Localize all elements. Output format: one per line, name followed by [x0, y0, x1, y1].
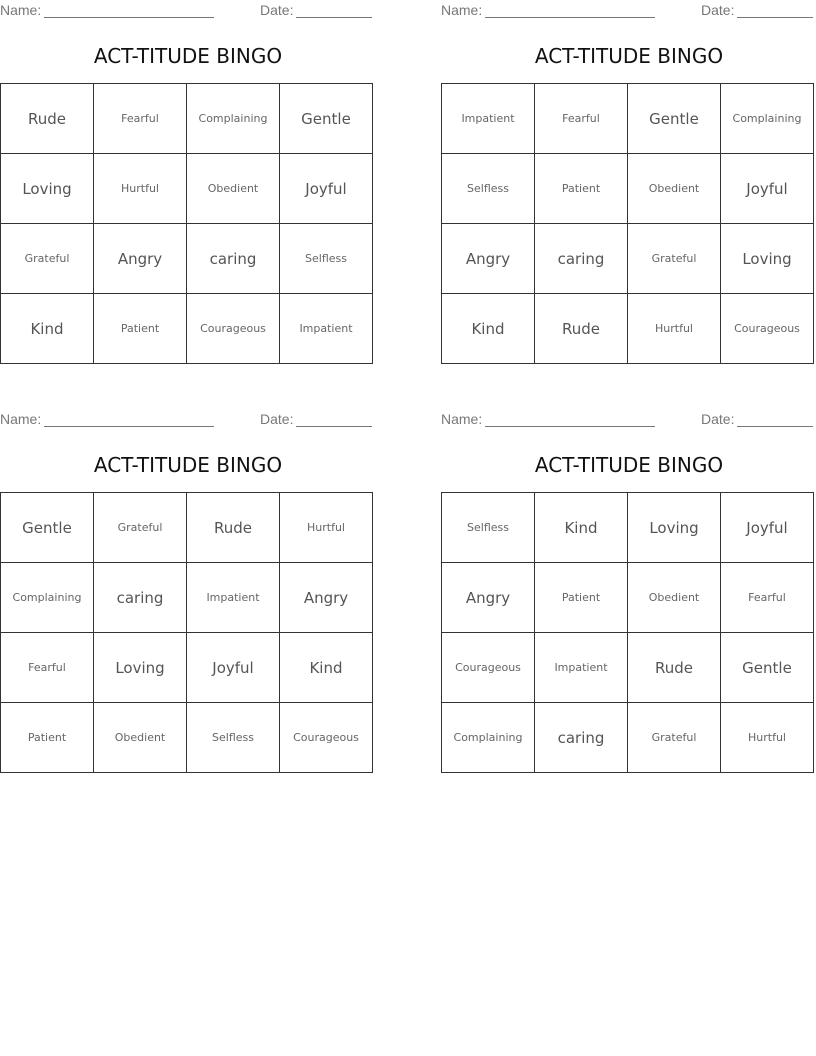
- name-label: Name:: [441, 411, 483, 427]
- bingo-cell: Rude: [187, 493, 280, 563]
- bingo-cell: Joyful: [721, 154, 814, 224]
- bingo-cell: Joyful: [187, 633, 280, 703]
- bingo-cell: Hurtful: [280, 493, 373, 563]
- bingo-cell: Selfless: [187, 703, 280, 773]
- date-label: Date:: [701, 411, 735, 427]
- bingo-cell: Joyful: [280, 154, 373, 224]
- name-label: Name:: [0, 2, 42, 18]
- bingo-cell: Patient: [535, 563, 628, 633]
- bingo-cell: Loving: [721, 224, 814, 294]
- bingo-cell: Loving: [94, 633, 187, 703]
- card-title: ACT-TITUDE BINGO: [534, 44, 724, 68]
- bingo-cell: Complaining: [1, 563, 94, 633]
- bingo-cell: Obedient: [628, 563, 721, 633]
- bingo-cell: Impatient: [442, 84, 535, 154]
- bingo-cell: Gentle: [1, 493, 94, 563]
- bingo-cell: Impatient: [535, 633, 628, 703]
- bingo-cell: Rude: [1, 84, 94, 154]
- bingo-card-2: [441, 0, 816, 338]
- bingo-cell: Grateful: [628, 224, 721, 294]
- card-title: ACT-TITUDE BINGO: [93, 453, 283, 477]
- bingo-cell: Patient: [94, 294, 187, 364]
- bingo-cell: Hurtful: [721, 703, 814, 773]
- bingo-grid: [0, 492, 373, 773]
- bingo-cell: Courageous: [280, 703, 373, 773]
- bingo-cell: Complaining: [442, 703, 535, 773]
- date-line: [737, 4, 813, 18]
- bingo-grid: [0, 83, 373, 364]
- name-date-row: [441, 409, 816, 431]
- bingo-cell: Grateful: [94, 493, 187, 563]
- bingo-cell: Angry: [442, 563, 535, 633]
- date-line: [737, 413, 813, 427]
- name-date-row: [0, 409, 376, 431]
- name-label: Name:: [0, 411, 42, 427]
- bingo-cell: Complaining: [187, 84, 280, 154]
- name-line: [44, 4, 214, 18]
- bingo-cell: Kind: [280, 633, 373, 703]
- bingo-cell: Selfless: [442, 493, 535, 563]
- bingo-cell: Kind: [535, 493, 628, 563]
- bingo-cell: Gentle: [721, 633, 814, 703]
- bingo-cell: caring: [535, 703, 628, 773]
- bingo-card-3: [0, 409, 376, 744]
- bingo-cell: caring: [187, 224, 280, 294]
- name-line: [485, 413, 655, 427]
- bingo-cell: Gentle: [280, 84, 373, 154]
- bingo-cell: Fearful: [535, 84, 628, 154]
- bingo-cell: Fearful: [94, 84, 187, 154]
- bingo-cell: Fearful: [1, 633, 94, 703]
- bingo-cell: Selfless: [280, 224, 373, 294]
- bingo-cell: Complaining: [721, 84, 814, 154]
- date-label: Date:: [260, 2, 294, 18]
- bingo-cell: Patient: [1, 703, 94, 773]
- card-title: ACT-TITUDE BINGO: [93, 44, 283, 68]
- bingo-cell: Selfless: [442, 154, 535, 224]
- name-date-row: [441, 0, 816, 22]
- name-label: Name:: [441, 2, 483, 18]
- name-line: [44, 413, 214, 427]
- bingo-cell: Courageous: [442, 633, 535, 703]
- bingo-cell: Joyful: [721, 493, 814, 563]
- bingo-cell: Kind: [442, 294, 535, 364]
- bingo-cell: Kind: [1, 294, 94, 364]
- bingo-cell: Loving: [1, 154, 94, 224]
- bingo-cell: Grateful: [628, 703, 721, 773]
- bingo-cell: Impatient: [187, 563, 280, 633]
- date-line: [296, 413, 372, 427]
- bingo-cell: Fearful: [721, 563, 814, 633]
- bingo-cell: Hurtful: [94, 154, 187, 224]
- bingo-card-1: [0, 0, 376, 338]
- bingo-cell: Rude: [628, 633, 721, 703]
- bingo-cell: Angry: [280, 563, 373, 633]
- bingo-card-4: [441, 409, 816, 747]
- bingo-cell: Courageous: [721, 294, 814, 364]
- bingo-cell: Gentle: [628, 84, 721, 154]
- bingo-cell: Patient: [535, 154, 628, 224]
- bingo-cell: Angry: [442, 224, 535, 294]
- date-label: Date:: [260, 411, 294, 427]
- bingo-cell: Loving: [628, 493, 721, 563]
- bingo-grid: [441, 492, 814, 773]
- date-line: [296, 4, 372, 18]
- bingo-cell: Impatient: [280, 294, 373, 364]
- bingo-cell: Grateful: [1, 224, 94, 294]
- bingo-cell: caring: [535, 224, 628, 294]
- name-line: [485, 4, 655, 18]
- bingo-cell: Angry: [94, 224, 187, 294]
- card-title: ACT-TITUDE BINGO: [534, 453, 724, 477]
- bingo-cell: Hurtful: [628, 294, 721, 364]
- bingo-grid: [441, 83, 814, 364]
- date-label: Date:: [701, 2, 735, 18]
- bingo-cell: Courageous: [187, 294, 280, 364]
- bingo-cell: Rude: [535, 294, 628, 364]
- name-date-row: [0, 0, 376, 22]
- bingo-cell: Obedient: [628, 154, 721, 224]
- bingo-cell: caring: [94, 563, 187, 633]
- bingo-cell: Obedient: [187, 154, 280, 224]
- bingo-cell: Obedient: [94, 703, 187, 773]
